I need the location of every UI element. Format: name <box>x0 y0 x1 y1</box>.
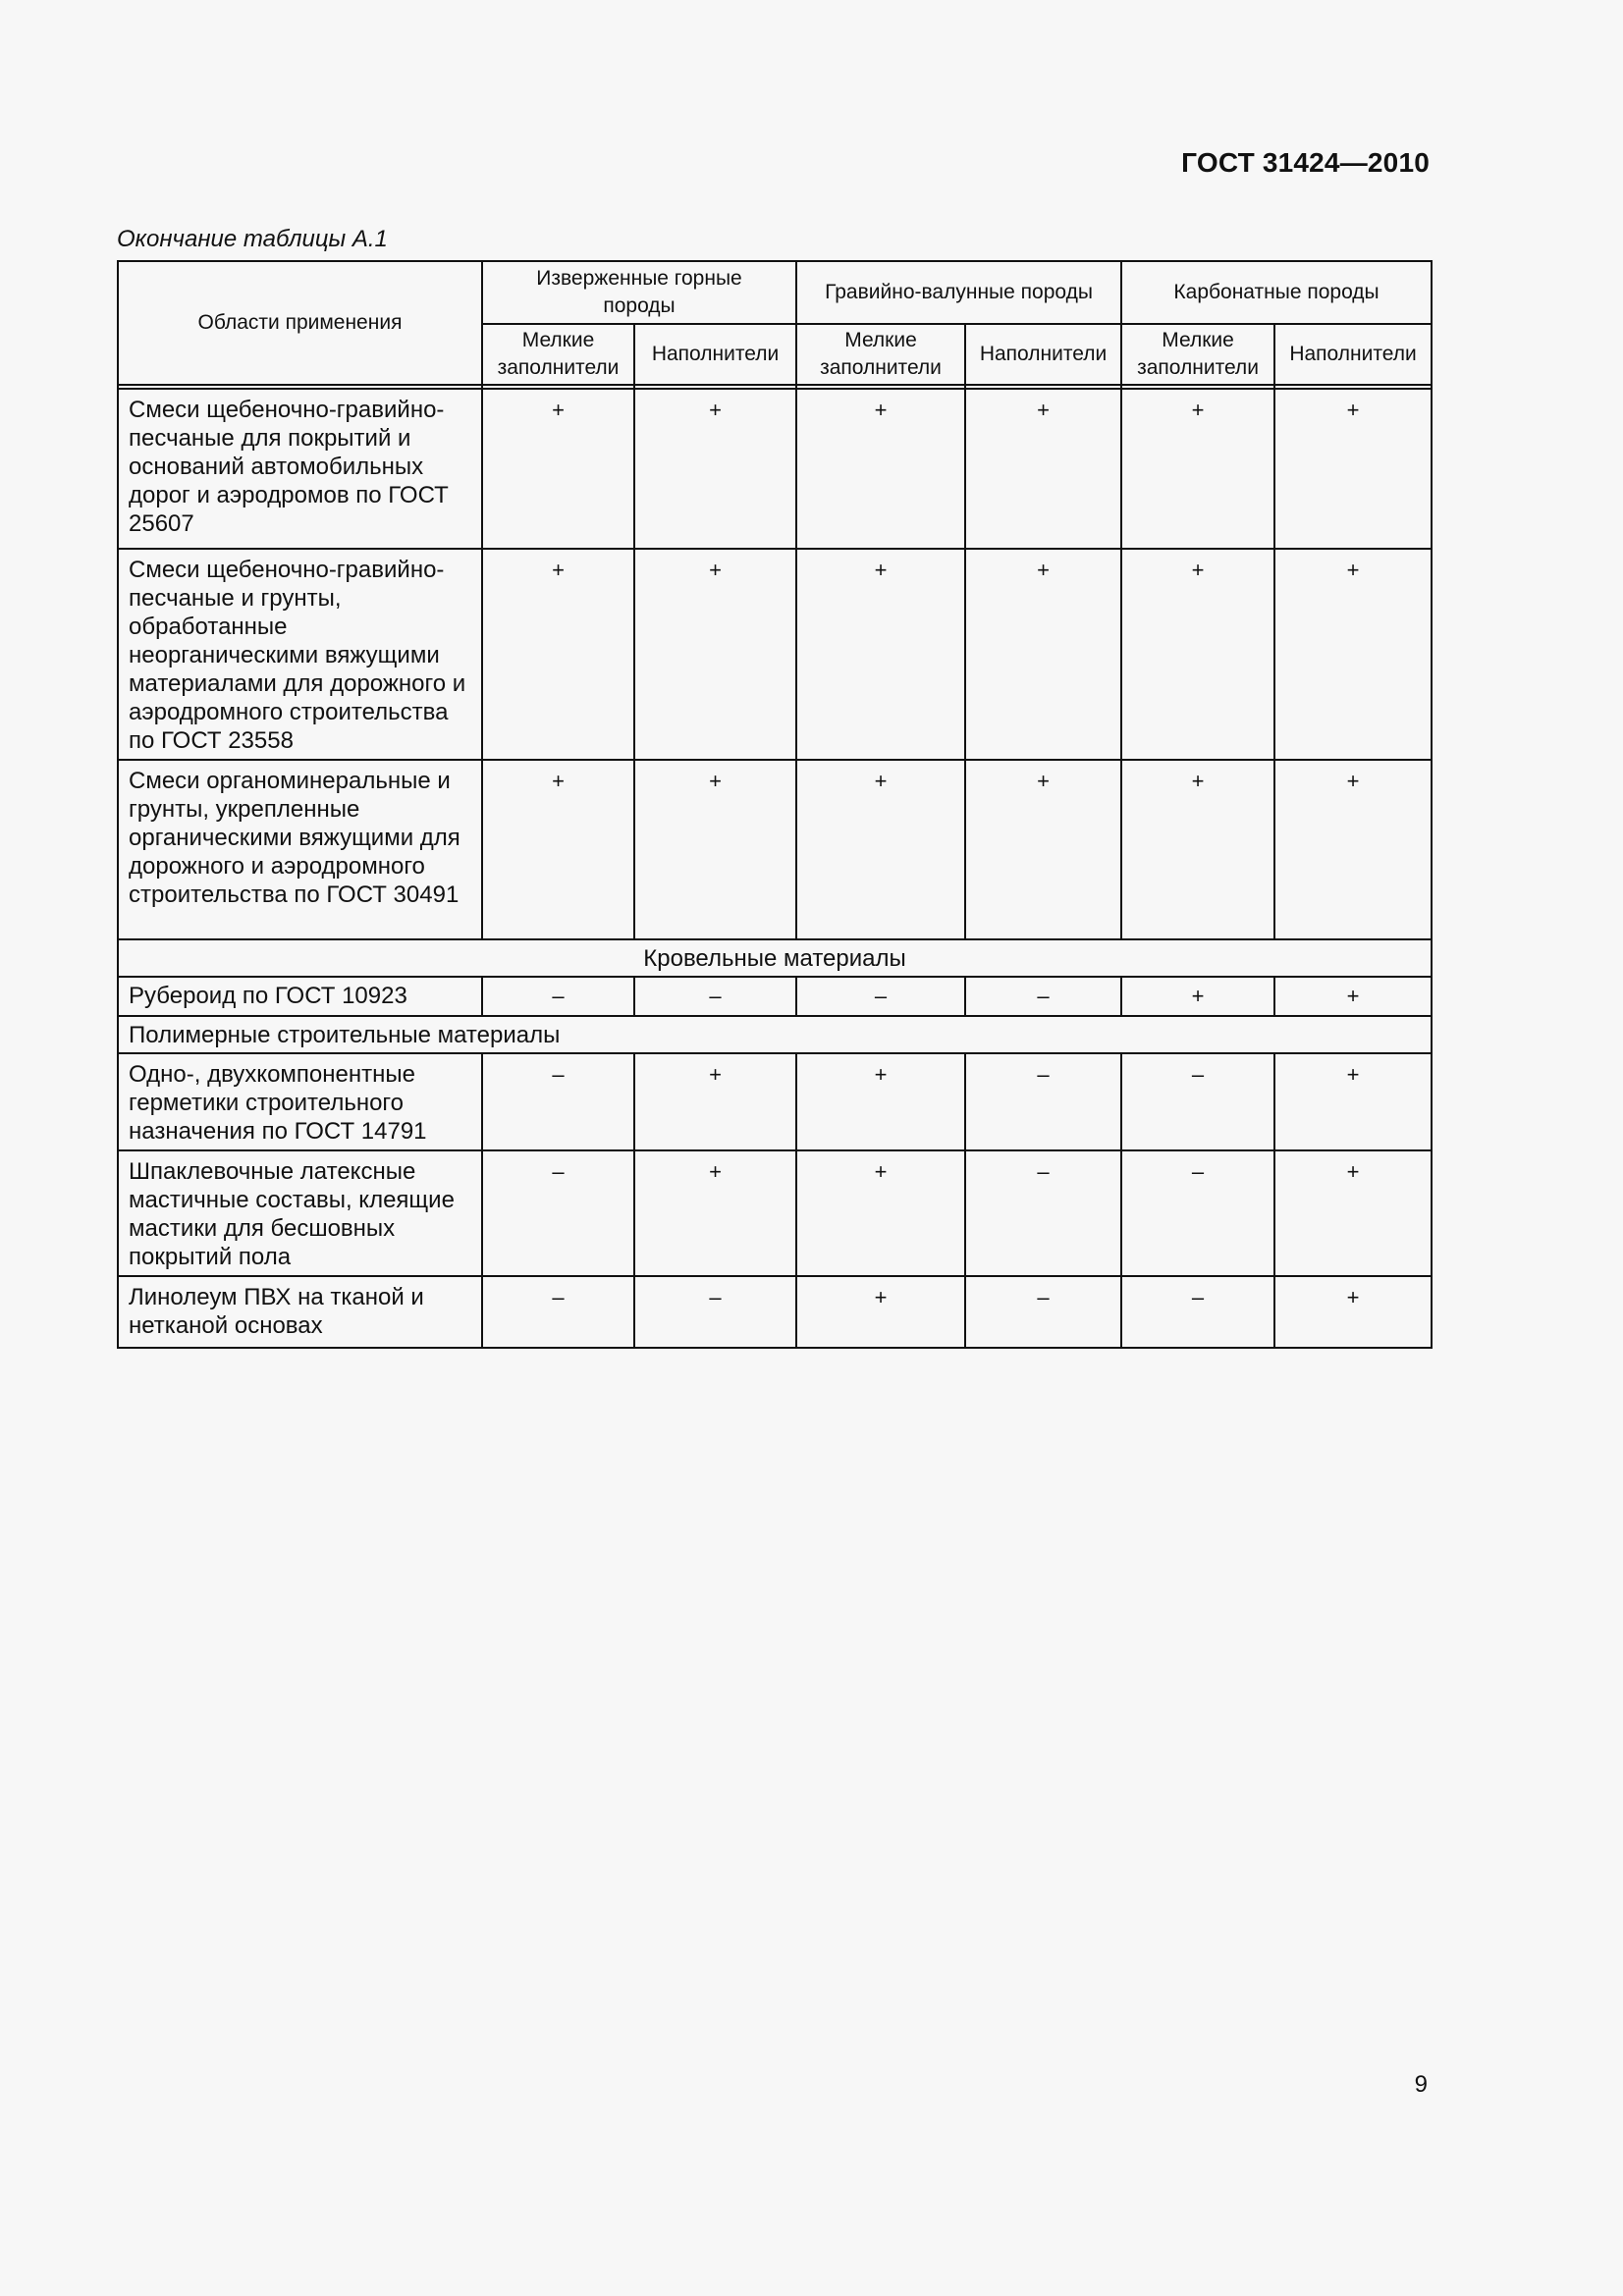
row-area: Смеси щебеночно-гравийно-песчаные для покрытий и оснований автомобильных дорог и аэродромов по ГОСТ 25607 <box>118 389 482 549</box>
row-mark: – <box>482 1150 634 1276</box>
table-row <box>118 1150 1432 1276</box>
row-mark: + <box>965 760 1121 939</box>
row-mark: – <box>482 977 634 1016</box>
header-sub-filler: Наполнители <box>965 324 1121 385</box>
application-table <box>117 260 1433 1349</box>
section-polymer: Полимерные строительные материалы <box>118 1016 1432 1053</box>
row-mark: + <box>1274 389 1432 549</box>
row-mark: + <box>965 389 1121 549</box>
table-row <box>118 760 1432 939</box>
row-mark: + <box>1274 760 1432 939</box>
row-mark: + <box>1121 977 1274 1016</box>
row-area: Линолеум ПВХ на тканой и нетканой основах <box>118 1276 482 1348</box>
row-area: Одно-, двухкомпонентные герметики строительного назначения по ГОСТ 14791 <box>118 1053 482 1150</box>
row-mark: – <box>965 1150 1121 1276</box>
header-group-carbonate: Карбонатные породы <box>1121 261 1432 324</box>
row-mark: + <box>634 389 796 549</box>
row-mark: – <box>965 977 1121 1016</box>
table-row <box>118 1053 1432 1150</box>
header-sub-filler: Наполнители <box>634 324 796 385</box>
page-number: 9 <box>1414 2071 1428 2098</box>
section-row <box>118 939 1432 977</box>
row-mark: – <box>1121 1053 1274 1150</box>
table-row <box>118 549 1432 760</box>
table-row <box>118 977 1432 1016</box>
row-mark: + <box>1274 1053 1432 1150</box>
row-mark: + <box>634 549 796 760</box>
table-row <box>118 389 1432 549</box>
row-mark: + <box>1121 760 1274 939</box>
row-mark: + <box>1274 1150 1432 1276</box>
row-mark: – <box>482 1276 634 1348</box>
row-mark: – <box>965 1053 1121 1150</box>
row-mark: – <box>965 1276 1121 1348</box>
row-mark: + <box>634 760 796 939</box>
header-sub-fine: Мелкие заполнители <box>1121 324 1274 385</box>
row-mark: + <box>796 389 965 549</box>
row-mark: – <box>482 1053 634 1150</box>
row-mark: + <box>1274 977 1432 1016</box>
header-area: Области применения <box>118 261 482 385</box>
row-mark: + <box>1274 549 1432 760</box>
row-mark: + <box>634 1053 796 1150</box>
row-area: Смеси щебеночно-гравийно-песчаные и грунты, обработанные неорганическими вяжущими материалами для дорожного и аэродромного строительства по ГОСТ 23558 <box>118 549 482 760</box>
row-mark: + <box>1274 1276 1432 1348</box>
row-area: Шпаклевочные латексные мастичные составы, клеящие мастики для бесшовных покрытий пола <box>118 1150 482 1276</box>
header-sub-fine: Мелкие заполнители <box>482 324 634 385</box>
row-mark: + <box>796 1150 965 1276</box>
row-mark: – <box>1121 1276 1274 1348</box>
table-row <box>118 1276 1432 1348</box>
section-roofing: Кровельные материалы <box>118 939 1432 977</box>
row-mark: + <box>1121 549 1274 760</box>
row-area: Рубероид по ГОСТ 10923 <box>118 977 482 1016</box>
row-mark: + <box>796 1276 965 1348</box>
header-group-igneous: Изверженные горные породы <box>482 261 796 324</box>
row-mark: – <box>1121 1150 1274 1276</box>
header-group-gravel: Гравийно-валунные породы <box>796 261 1121 324</box>
table-caption: Окончание таблицы А.1 <box>117 226 388 252</box>
row-mark: – <box>796 977 965 1016</box>
row-mark: + <box>634 1150 796 1276</box>
section-row <box>118 1016 1432 1053</box>
header-sub-fine: Мелкие заполнители <box>796 324 965 385</box>
row-mark: + <box>482 760 634 939</box>
row-mark: + <box>796 549 965 760</box>
row-area: Смеси органоминеральные и грунты, укрепленные органическими вяжущими для дорожного и аэродромного строительства по ГОСТ 30491 <box>118 760 482 939</box>
document-code: ГОСТ 31424—2010 <box>1181 147 1430 178</box>
row-mark: – <box>634 1276 796 1348</box>
row-mark: + <box>796 1053 965 1150</box>
row-mark: + <box>965 549 1121 760</box>
header-sub-filler: Наполнители <box>1274 324 1432 385</box>
row-mark: + <box>482 389 634 549</box>
row-mark: + <box>1121 389 1274 549</box>
row-mark: + <box>482 549 634 760</box>
row-mark: + <box>796 760 965 939</box>
row-mark: – <box>634 977 796 1016</box>
